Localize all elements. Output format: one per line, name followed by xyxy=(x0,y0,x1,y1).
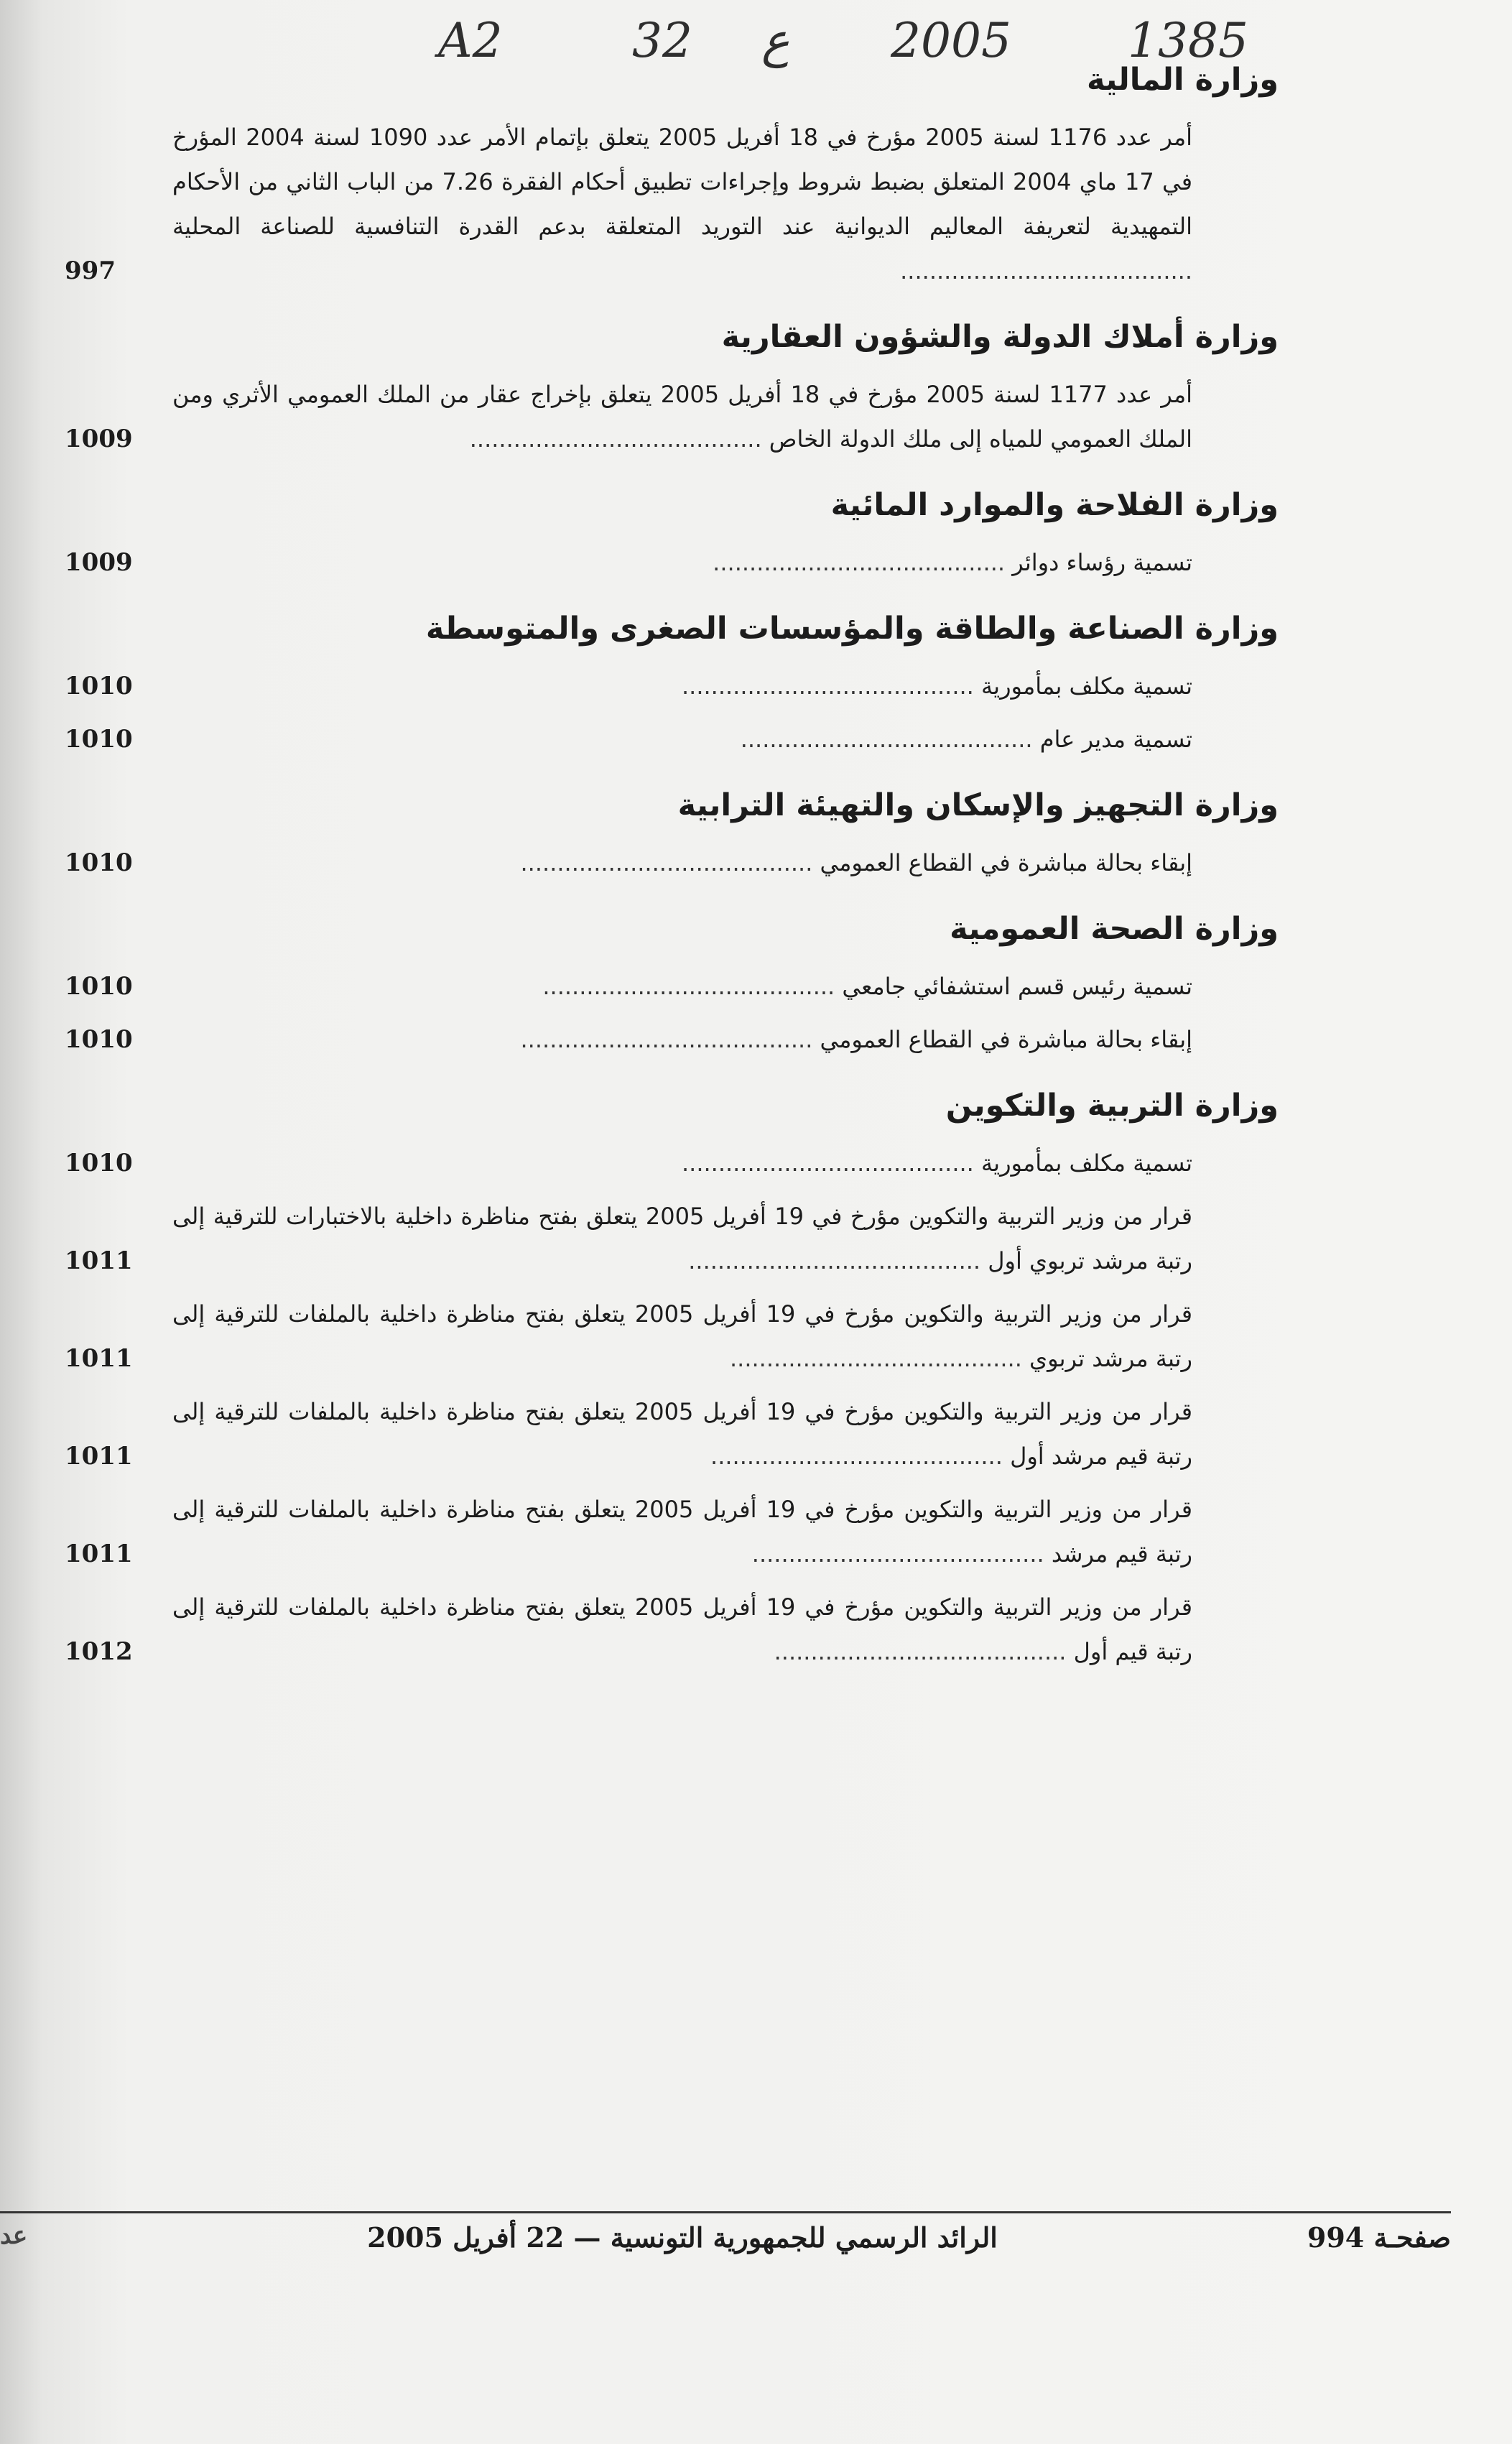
entry-page-number: 1011 xyxy=(65,1442,133,1471)
ministry-heading: وزارة الصحة العمومية xyxy=(950,911,1279,947)
entry-page-number: 1010 xyxy=(65,725,133,754)
dot-leader: ........................................ xyxy=(710,1443,1011,1470)
entry-page-number: 1010 xyxy=(65,848,133,877)
entry-text: تسمية رئيس قسم استشفائي جامعي xyxy=(842,973,1192,1000)
entry-text: تسمية مكلف بمأمورية xyxy=(981,672,1192,700)
handwritten-part: 2005 xyxy=(891,13,1011,68)
entry-page-number: 1011 xyxy=(65,1246,133,1275)
dot-leader: ........................................ xyxy=(688,1247,988,1274)
entry-text: إبقاء بحالة مباشرة في القطاع العمومي xyxy=(820,849,1192,876)
entry-text: قرار من وزير التربية والتكوين مؤرخ في 19 أفريل 2005 يتعلق بفتح مناظرة داخلية بالملفات للترقية إلى رتبة مرشد تربوي xyxy=(172,1300,1193,1372)
toc-entry xyxy=(65,540,1279,585)
entry-text: تسمية مدير عام xyxy=(1039,726,1192,753)
ministry-heading: وزارة أملاك الدولة والشؤون العقارية xyxy=(721,319,1279,355)
handwritten-part: 32 xyxy=(632,13,692,68)
toc-entry xyxy=(65,1389,1279,1478)
handwritten-part: A2 xyxy=(438,13,503,68)
ministry-section xyxy=(65,606,1279,762)
dot-leader: ........................................ xyxy=(542,973,843,1000)
dot-leader: ........................................ xyxy=(681,1149,982,1177)
entry-text: قرار من وزير التربية والتكوين مؤرخ في 19 أفريل 2005 يتعلق بفتح مناظرة داخلية بالملفات للترقية إلى رتبة قيم أول xyxy=(172,1593,1193,1665)
ministry-heading: وزارة التربية والتكوين xyxy=(945,1088,1279,1124)
entry-page-number: 1011 xyxy=(65,1344,133,1373)
ministry-heading: وزارة الصناعة والطاقة والمؤسسات الصغرى والمتوسطة xyxy=(425,611,1279,647)
entry-text: أمر عدد 1177 لسنة 2005 مؤرخ في 18 أفريل 2005 يتعلق بإخراج عقار من الملك العمومي الأثري ومن الملك العمومي للمياه إلى ملك الدولة الخاص xyxy=(172,381,1193,453)
ministry-section xyxy=(65,907,1279,1062)
handwritten-part: 1385 xyxy=(1128,13,1248,68)
ministry-section xyxy=(65,483,1279,585)
ministry-section xyxy=(65,1083,1279,1674)
entry-page-number: 1009 xyxy=(65,425,133,453)
dot-leader: ........................................ xyxy=(520,1026,820,1053)
dot-leader: ........................................ xyxy=(729,1345,1030,1372)
handwritten-part: ع xyxy=(761,13,790,68)
entry-page-number: 1010 xyxy=(65,1025,133,1054)
footer-divider xyxy=(0,2211,1451,2213)
table-of-contents xyxy=(65,57,1279,1695)
entry-text: تسمية رؤساء دوائر xyxy=(1012,549,1192,576)
entry-text: تسمية مكلف بمأمورية xyxy=(981,1149,1192,1177)
toc-entry xyxy=(65,1292,1279,1381)
dot-leader: ........................................ xyxy=(520,849,820,876)
entry-page-number: 1009 xyxy=(65,548,133,577)
gazette-title: الرائد الرسمي للجمهورية التونسية — 22 أفريل 2005 xyxy=(367,2221,998,2254)
toc-entry xyxy=(65,1585,1279,1674)
ministry-section xyxy=(65,783,1279,885)
page-footer xyxy=(0,2221,1451,2264)
ministry-section xyxy=(65,57,1279,293)
toc-entry xyxy=(65,1017,1279,1062)
ministry-heading: وزارة التجهيز والإسكان والتهيئة الترابية xyxy=(677,787,1279,823)
toc-entry xyxy=(65,664,1279,708)
ministry-section xyxy=(65,315,1279,461)
entry-page-number: 997 xyxy=(65,256,116,285)
dot-leader: ........................................ xyxy=(774,1638,1074,1665)
entry-text: قرار من وزير التربية والتكوين مؤرخ في 19 أفريل 2005 يتعلق بفتح مناظرة داخلية بالملفات للترقية إلى رتبة قيم مرشد أول xyxy=(172,1398,1193,1470)
dot-leader: ........................................ xyxy=(469,425,769,453)
entry-page-number: 1011 xyxy=(65,1540,133,1568)
dot-leader: ........................................ xyxy=(681,672,982,700)
entry-page-number: 1012 xyxy=(65,1637,133,1666)
entry-text: إبقاء بحالة مباشرة في القطاع العمومي xyxy=(820,1026,1192,1053)
toc-entry xyxy=(65,1487,1279,1576)
dot-leader: ........................................ xyxy=(751,1540,1052,1568)
entry-text: قرار من وزير التربية والتكوين مؤرخ في 19 أفريل 2005 يتعلق بفتح مناظرة داخلية بالاختبارات للترقية إلى رتبة مرشد تربوي أول xyxy=(172,1203,1193,1274)
ministry-heading: وزارة الفلاحة والموارد المائية xyxy=(830,487,1279,523)
entry-page-number: 1010 xyxy=(65,672,133,700)
dot-leader: ........................................ xyxy=(900,257,1192,284)
toc-entry xyxy=(65,115,1279,293)
entry-text: قرار من وزير التربية والتكوين مؤرخ في 19 أفريل 2005 يتعلق بفتح مناظرة داخلية بالملفات للترقية إلى رتبة قيم مرشد xyxy=(172,1496,1193,1568)
toc-entry xyxy=(65,1141,1279,1185)
entry-text: أمر عدد 1176 لسنة 2005 مؤرخ في 18 أفريل 2005 يتعلق بإتمام الأمر عدد 1090 لسنة 2004 المؤرخ في 17 ماي 2004 المتعلق بضبط شروط وإجراءات تطبيق أحكام الفقرة 7.26 من الباب الثاني من الأحكام التمهيدية لتعريفة المعاليم الديوانية عند التوريد المتعلقة بدعم القدرة التنافسية للصناعة المحلية xyxy=(172,124,1193,240)
toc-entry xyxy=(65,372,1279,461)
page-number: صفحـة 994 xyxy=(1307,2221,1451,2254)
toc-entry xyxy=(65,1194,1279,1283)
edge-text: عد xyxy=(0,2221,28,2250)
toc-entry xyxy=(65,717,1279,762)
dot-leader: ........................................ xyxy=(740,726,1040,753)
entry-page-number: 1010 xyxy=(65,972,133,1001)
toc-entry xyxy=(65,841,1279,885)
entry-page-number: 1010 xyxy=(65,1149,133,1177)
ministry-heading: وزارة المالية xyxy=(1087,62,1279,98)
toc-entry xyxy=(65,964,1279,1009)
dot-leader: ........................................ xyxy=(713,549,1013,576)
